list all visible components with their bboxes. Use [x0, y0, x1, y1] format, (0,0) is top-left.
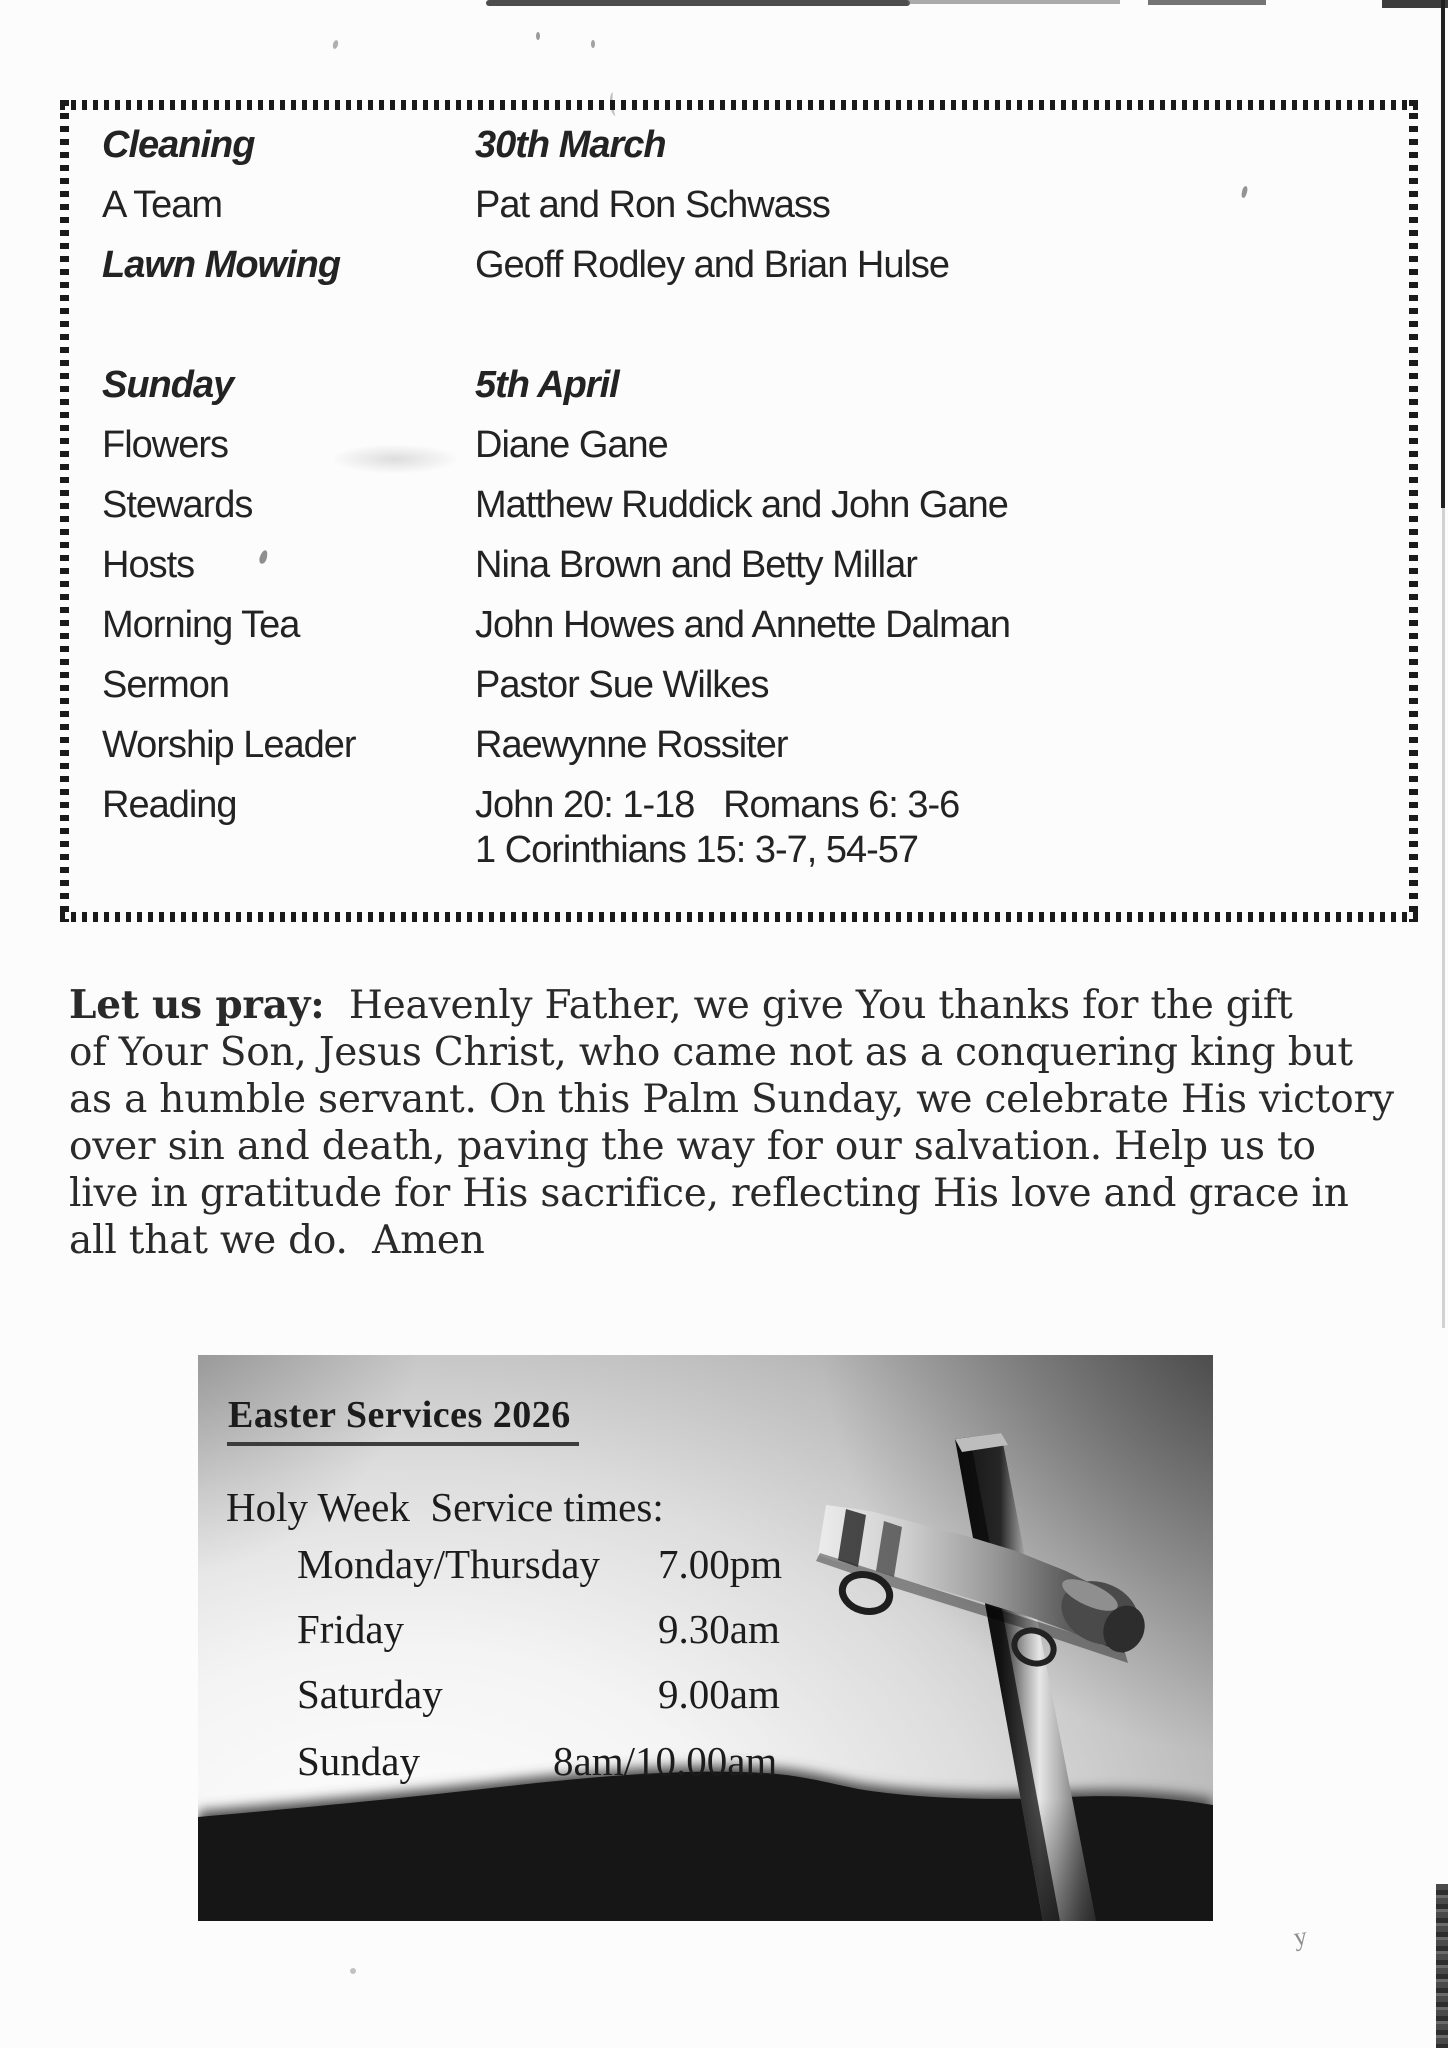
prayer-line: of Your Son, Jesus Christ, who came not as a conquering king but: [69, 1030, 1353, 1075]
roster-label-spacer: [102, 829, 475, 872]
prayer-line: [69, 982, 1434, 1029]
roster-value: Raewynne Rossiter: [475, 724, 788, 766]
scan-artifact: [350, 1968, 356, 1974]
service-day: Monday/Thursday: [297, 1541, 600, 1587]
scan-artifact: [591, 40, 595, 48]
scan-artifact: [1382, 0, 1448, 8]
roster-row: [102, 244, 949, 287]
service-time: 9.00am: [658, 1671, 780, 1717]
easter-intro: Holy Week Service times:: [226, 1484, 664, 1530]
duty-roster-box: [60, 100, 1418, 922]
dotted-border-top: [60, 100, 1418, 110]
roster-value: Matthew Ruddick and John Gane: [475, 484, 1008, 526]
dotted-border-bottom: [60, 912, 1418, 922]
scan-artifact: y: [1291, 1921, 1309, 1952]
service-time: 7.00pm: [658, 1541, 783, 1587]
roster-label: Sunday: [102, 364, 234, 406]
roster-label: Reading: [102, 784, 237, 826]
roster-value: 5th April: [475, 364, 619, 406]
service-time-row: [297, 1670, 780, 1718]
roster-value: Nina Brown and Betty Millar: [475, 544, 917, 586]
roster-value: 1 Corinthians 15: 3-7, 54-57: [475, 829, 919, 871]
roster-label: Stewards: [102, 484, 253, 526]
scan-artifact: [1441, 0, 1445, 508]
prayer-line: live in gratitude for His sacrifice, reflecting His love and grace in: [69, 1171, 1349, 1216]
roster-row: [102, 364, 619, 407]
roster-value: 30th March: [475, 124, 666, 166]
prayer-line: all that we do. Amen: [69, 1218, 485, 1263]
roster-value: Pastor Sue Wilkes: [475, 664, 769, 706]
scan-artifact: [908, 0, 1120, 4]
easter-title: Easter Services 2026: [227, 1393, 579, 1446]
roster-label: Flowers: [102, 424, 229, 466]
roster-row: [102, 484, 1008, 527]
roster-label: Hosts: [102, 544, 195, 586]
dotted-border-right: [1409, 100, 1418, 922]
scan-artifact: [1436, 1884, 1448, 2048]
scan-artifact: [332, 40, 339, 50]
roster-label: Sermon: [102, 664, 230, 706]
roster-row: [102, 424, 668, 467]
prayer-line: as a humble servant. On this Palm Sunday, we celebrate His victory: [69, 1077, 1394, 1122]
roster-row: [102, 124, 666, 167]
roster-value: Pat and Ron Schwass: [475, 184, 830, 226]
prayer-paragraph: [69, 982, 1434, 1264]
easter-services-photo: [198, 1355, 1213, 1921]
service-time: 9.30am: [658, 1606, 780, 1652]
roster-value: John 20: 1-18 Romans 6: 3-6: [475, 784, 960, 826]
roster-value: Geoff Rodley and Brian Hulse: [475, 244, 950, 286]
service-day: Friday: [297, 1606, 405, 1652]
roster-label: A Team: [102, 184, 223, 226]
roster-row: [102, 544, 917, 587]
prayer-line: over sin and death, paving the way for our salvation. Help us to: [69, 1124, 1316, 1169]
prayer-lead: Let us pray:: [69, 982, 325, 1028]
scan-artifact: [1148, 0, 1266, 5]
scan-artifact: [1442, 508, 1445, 1328]
roster-label: Morning Tea: [102, 604, 300, 646]
dotted-border-left: [60, 100, 69, 922]
roster-row: [102, 184, 830, 227]
service-time-row: [297, 1540, 782, 1588]
scan-artifact: [486, 0, 910, 6]
service-time: 8am/10.00am: [553, 1738, 778, 1784]
roster-label: Cleaning: [102, 124, 255, 166]
roster-label: Worship Leader: [102, 724, 356, 766]
roster-row: [102, 724, 787, 767]
service-time-row: [297, 1605, 780, 1653]
roster-row: [102, 829, 918, 872]
roster-label: Lawn Mowing: [102, 244, 341, 286]
prayer-text: Heavenly Father, we give You thanks for the gift: [324, 983, 1293, 1028]
scan-artifact: [536, 32, 540, 40]
roster-value: John Howes and Annette Dalman: [475, 604, 1011, 646]
roster-row: [102, 604, 1010, 647]
service-day: Sunday: [297, 1738, 420, 1784]
roster-row: [102, 784, 959, 827]
roster-row: [102, 664, 768, 707]
service-time-row: [297, 1737, 777, 1785]
roster-value: Diane Gane: [475, 424, 668, 466]
service-day: Saturday: [297, 1671, 443, 1717]
